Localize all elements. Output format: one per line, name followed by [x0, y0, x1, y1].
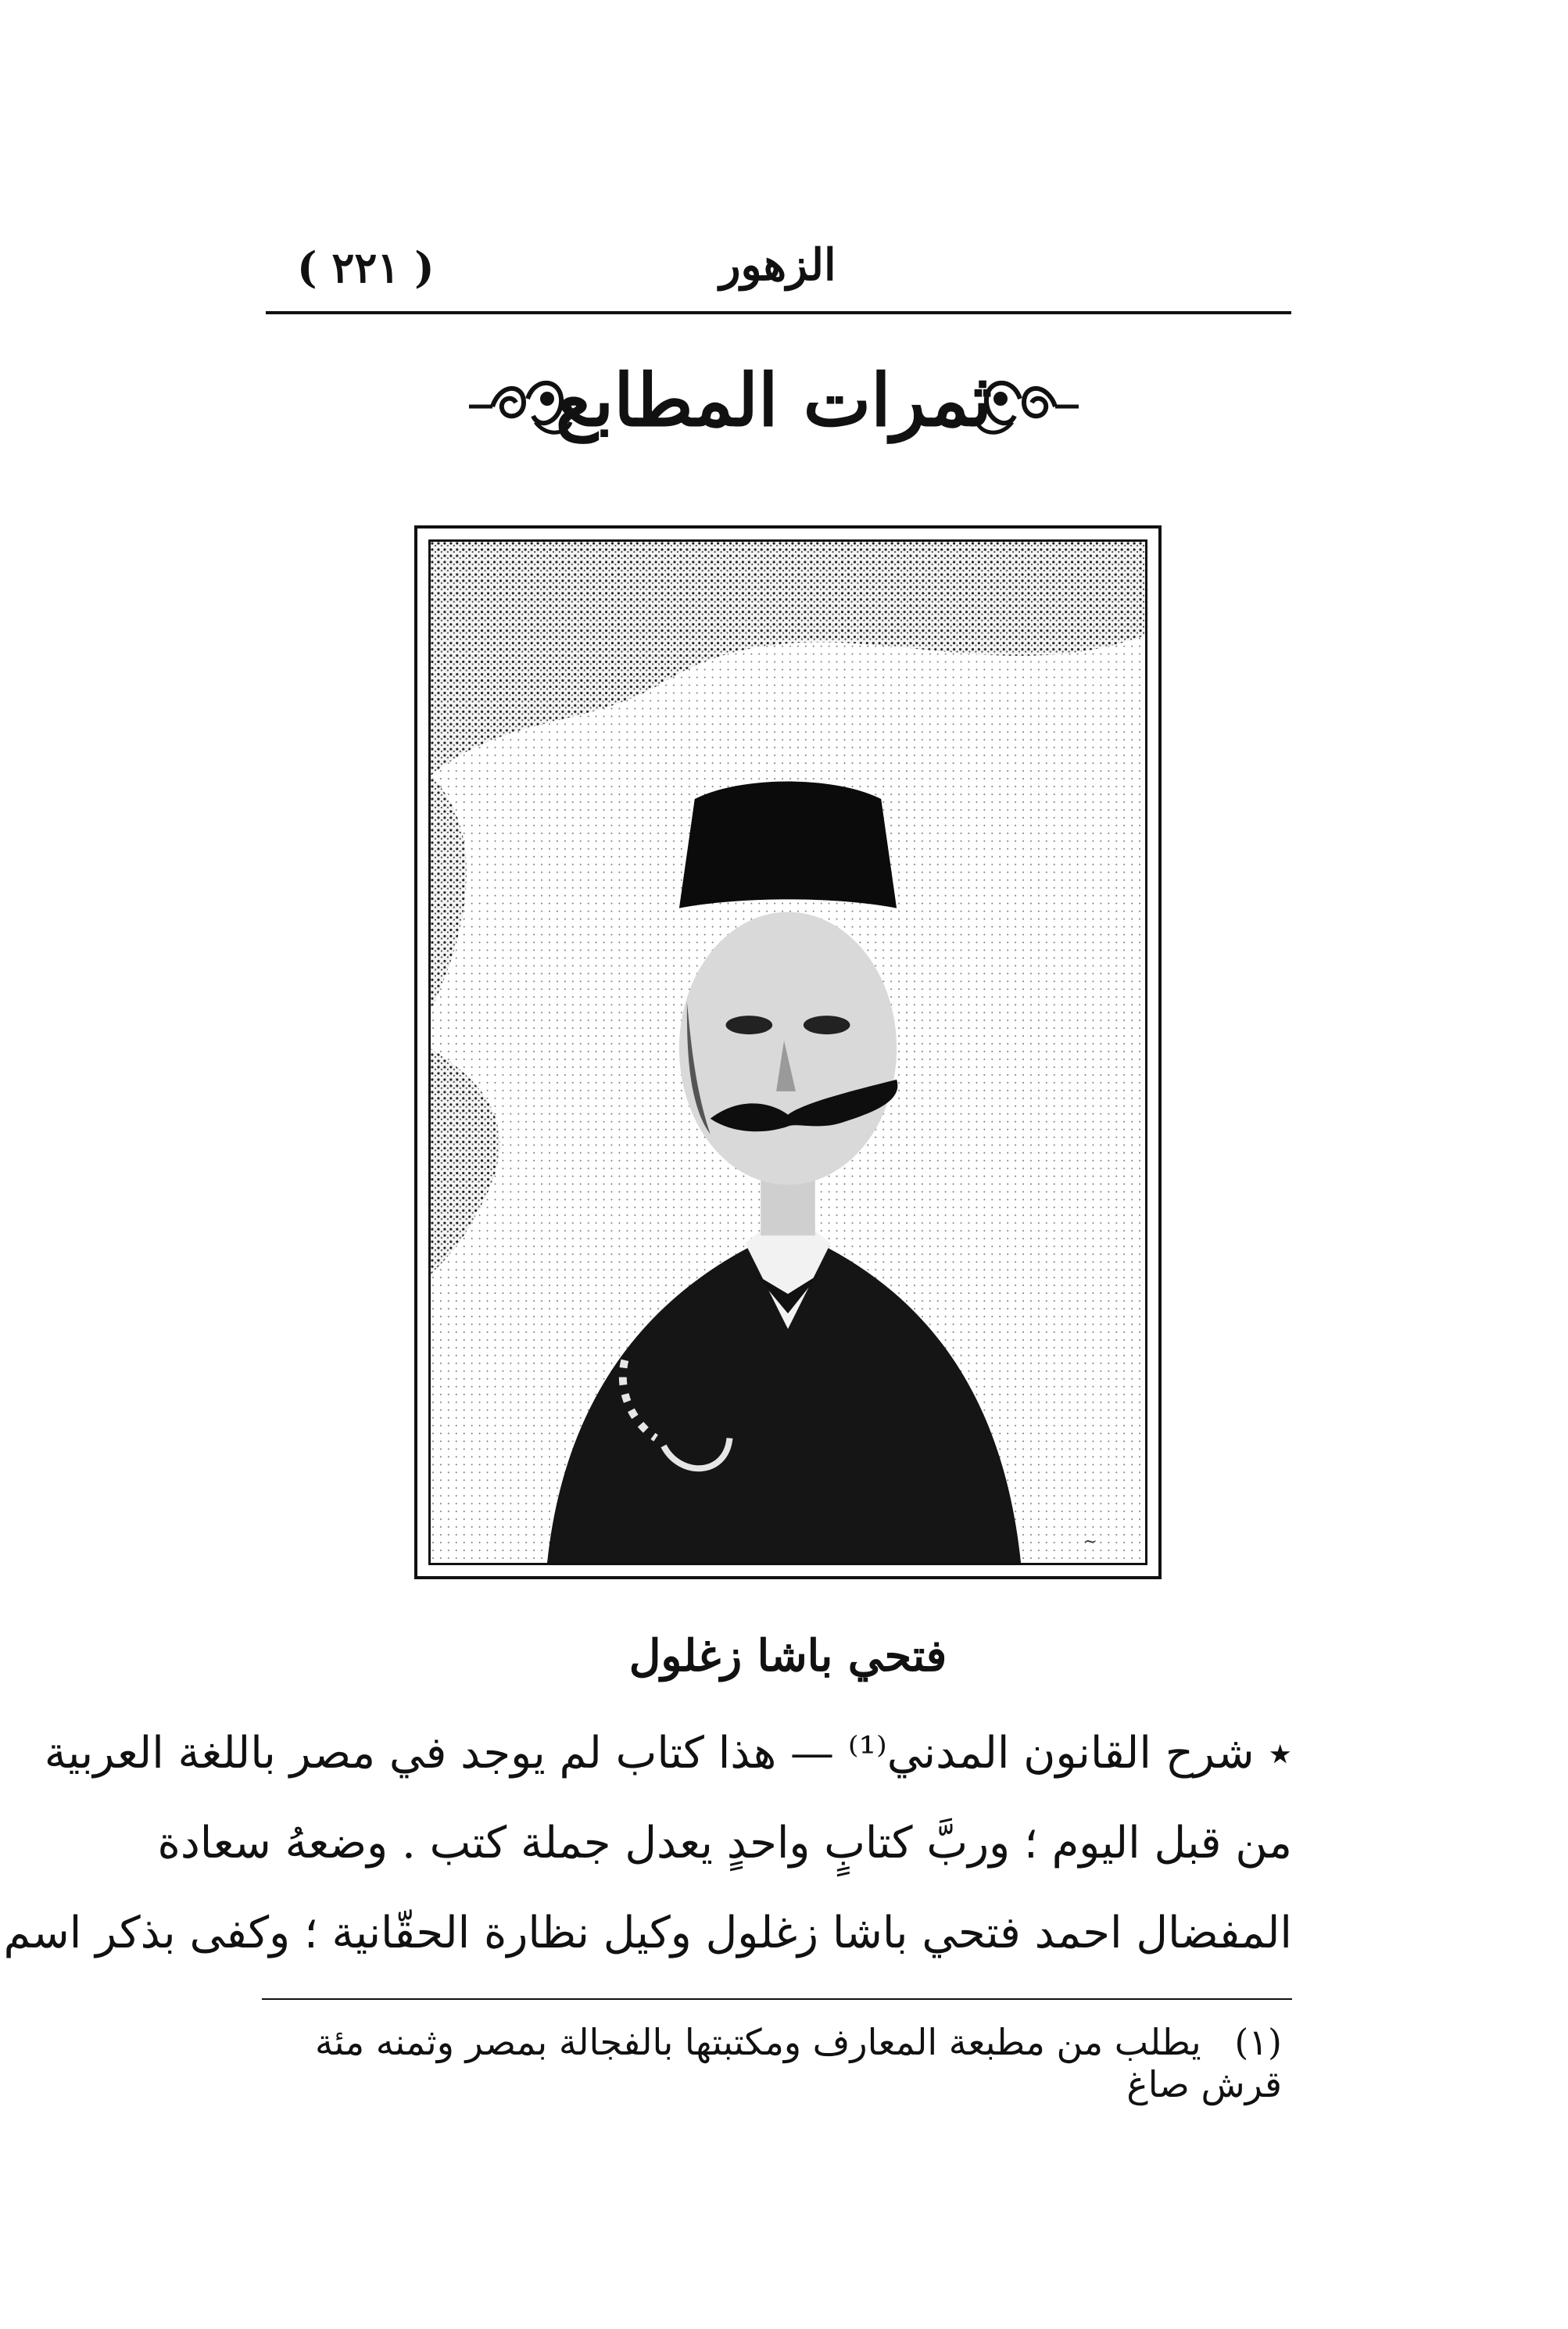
page-header	[266, 235, 1290, 297]
body-line: من قبل اليوم ؛ وربَّ كتابٍ واحدٍ يعدل جملة كتب . وضعهُ سعادة	[157, 1818, 1292, 1869]
body-line: المفضال احمد فتحي باشا زغلول وكيل نظارة الحقّانية ؛ وكفى بذكر اسم	[3, 1908, 1292, 1958]
footnote-text: يطلب من مطبعة المعارف ومكتبتها بالفجالة بمصر وثمنه مئة قرش صاغ	[314, 2021, 1282, 2105]
body-line: ٭ شرح القانون المدني⁽¹⁾ — هذا كتاب لم يوجد في مصر باللغة العربية	[44, 1728, 1292, 1779]
section-heading	[469, 344, 1079, 461]
portrait-photo	[428, 539, 1147, 1565]
footnote	[266, 2021, 1282, 2105]
svg-text:~: ~	[1083, 1532, 1097, 1553]
figure-caption: فتحي باشا زغلول	[628, 1630, 947, 1682]
footnote-marker: (١)	[1234, 2021, 1282, 2063]
footnote-rule	[262, 1998, 1292, 2000]
section-title: ثمرات المطابع	[555, 358, 993, 443]
running-head: الزهور	[719, 239, 836, 291]
portrait-frame	[414, 525, 1162, 1579]
portrait-illustration	[431, 542, 1145, 1563]
right-ornament-icon	[969, 360, 1087, 446]
header-rule	[266, 311, 1291, 314]
body-paragraph	[3, 1708, 1292, 1978]
page-number: ( ٢٢١ )	[297, 242, 435, 292]
